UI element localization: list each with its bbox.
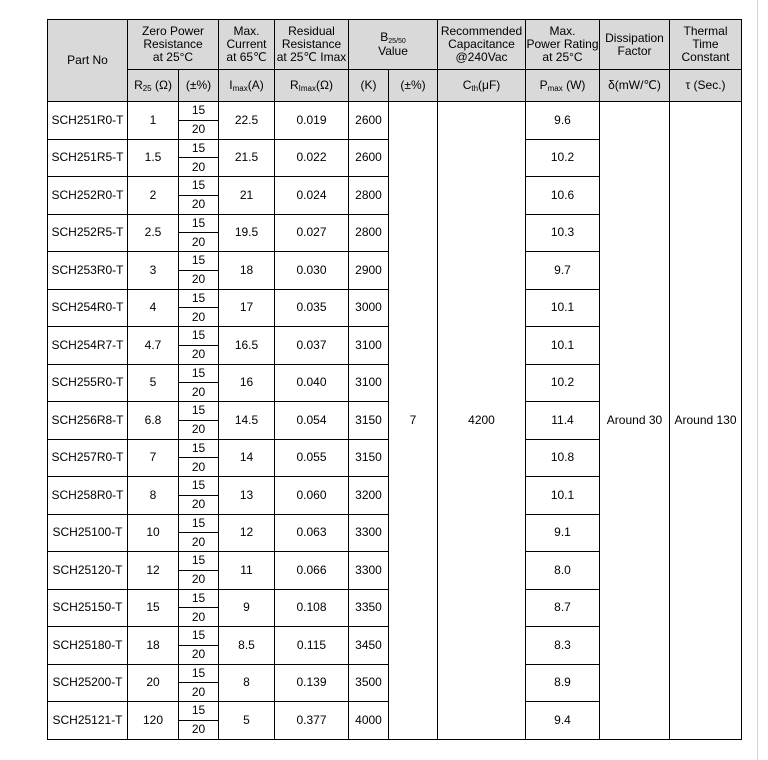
header-dissipation-factor [600, 20, 670, 70]
unit-r25 [128, 70, 179, 102]
r25-tolerance-cell: 15 [179, 364, 219, 383]
unit-tau: τ (Sec.) [670, 70, 742, 102]
b-value-cell: 3350 [349, 589, 389, 627]
rimax-cell: 0.027 [275, 214, 349, 252]
header-max-current [219, 20, 275, 70]
header-b-value [349, 20, 438, 70]
unit-symbol: I [229, 77, 233, 92]
r25-cell: 20 [128, 664, 179, 702]
r25-tolerance-cell: 15 [179, 627, 219, 646]
imax-cell: 14 [219, 439, 275, 477]
r25-cell: 7 [128, 439, 179, 477]
header-line: Max. [233, 24, 260, 38]
header-line: Power Rating [526, 37, 599, 51]
r25-tolerance-cell: 20 [179, 495, 219, 514]
imax-cell: 22.5 [219, 102, 275, 140]
unit-text: (Ω) [151, 77, 172, 92]
header-zero-power-resistance [128, 20, 219, 70]
part-no-cell: SCH255R0-T [48, 364, 128, 402]
r25-tolerance-cell: 20 [179, 458, 219, 477]
unit-symbol: R [134, 77, 143, 92]
r25-tolerance-cell: 15 [179, 214, 219, 233]
header-thermal-time-constant [670, 20, 742, 70]
unit-subscript: Imax [298, 83, 317, 93]
imax-cell: 11 [219, 552, 275, 590]
b-value-cell: 3300 [349, 552, 389, 590]
r25-cell: 4.7 [128, 327, 179, 365]
header-line: Residual [288, 24, 335, 38]
header-line [349, 31, 437, 45]
imax-cell: 8.5 [219, 627, 275, 665]
r25-tolerance-cell: 15 [179, 139, 219, 158]
b-value-cell: 3000 [349, 289, 389, 327]
unit-text: (Ω) [316, 77, 333, 92]
header-line: at 25℃ Imax [276, 50, 347, 64]
r25-cell: 2 [128, 177, 179, 215]
b-value-cell: 3200 [349, 477, 389, 515]
rimax-cell: 0.115 [275, 627, 349, 665]
pmax-cell: 10.2 [526, 139, 600, 177]
rimax-cell: 0.055 [275, 439, 349, 477]
r25-tolerance-cell: 15 [179, 439, 219, 458]
imax-cell: 5 [219, 702, 275, 740]
pmax-cell: 8.0 [526, 552, 600, 590]
r25-tolerance-cell: 20 [179, 420, 219, 439]
header-line: Time [692, 37, 719, 51]
r25-cell: 1.5 [128, 139, 179, 177]
unit-subscript: th [471, 83, 479, 93]
unit-text: (W) [562, 77, 586, 92]
unit-rimax [275, 70, 349, 102]
header-line: at 25°C [542, 50, 583, 64]
imax-cell: 13 [219, 477, 275, 515]
r25-tolerance-cell: 20 [179, 645, 219, 664]
imax-cell: 9 [219, 589, 275, 627]
header-line: Constant [681, 50, 730, 64]
dissipation-cell: Around 30 [600, 102, 670, 740]
r25-tolerance-cell: 15 [179, 702, 219, 721]
part-no-cell: SCH251R0-T [48, 102, 128, 140]
part-no-cell: SCH252R5-T [48, 214, 128, 252]
pmax-cell: 8.9 [526, 664, 600, 702]
b-value-cell: 2900 [349, 252, 389, 290]
imax-cell: 21 [219, 177, 275, 215]
table-header [48, 20, 742, 102]
part-no-cell: SCH25200-T [48, 664, 128, 702]
b-value-cell: 2800 [349, 214, 389, 252]
rimax-cell: 0.037 [275, 327, 349, 365]
pmax-cell: 10.3 [526, 214, 600, 252]
pmax-cell: 10.1 [526, 289, 600, 327]
r25-tolerance-cell: 20 [179, 683, 219, 702]
unit-b-kelvin: (K) [349, 70, 389, 102]
header-line: Max. [549, 24, 576, 38]
rimax-cell: 0.019 [275, 102, 349, 140]
pmax-cell: 9.6 [526, 102, 600, 140]
unit-symbol: C [462, 77, 472, 92]
imax-cell: 17 [219, 289, 275, 327]
r25-tolerance-cell: 15 [179, 327, 219, 346]
rimax-cell: 0.030 [275, 252, 349, 290]
part-no-cell: SCH251R5-T [48, 139, 128, 177]
header-line: Resistance [281, 37, 342, 51]
unit-subscript: max [547, 83, 563, 93]
part-no-cell: SCH254R7-T [48, 327, 128, 365]
part-no-cell: SCH252R0-T [48, 177, 128, 215]
pmax-cell: 11.4 [526, 402, 600, 440]
b-tolerance-cell: 7 [389, 102, 438, 740]
header-line: Factor [617, 43, 652, 58]
r25-tolerance-cell: 20 [179, 345, 219, 364]
unit-imax [219, 70, 275, 102]
r25-tolerance-cell: 15 [179, 402, 219, 421]
r25-tolerance-cell: 15 [179, 589, 219, 608]
r25-tolerance-cell: 20 [179, 233, 219, 252]
b-value-cell: 4000 [349, 702, 389, 740]
b-value-cell: 3300 [349, 514, 389, 552]
thermal-constant-cell: Around 130 [670, 102, 742, 740]
r25-tolerance-cell: 20 [179, 720, 219, 739]
header-line: @240Vac [455, 50, 508, 64]
part-no-cell: SCH254R0-T [48, 289, 128, 327]
unit-b-tolerance: (±%) [389, 70, 438, 102]
unit-text: (μF) [478, 77, 501, 92]
header-line: Current [226, 37, 267, 51]
pmax-cell: 10.8 [526, 439, 600, 477]
unit-subscript: 25 [142, 83, 152, 93]
part-no-cell: SCH256R8-T [48, 402, 128, 440]
part-no-cell: SCH257R0-T [48, 439, 128, 477]
rimax-cell: 0.040 [275, 364, 349, 402]
r25-cell: 18 [128, 627, 179, 665]
r25-tolerance-cell: 15 [179, 102, 219, 121]
rimax-cell: 0.108 [275, 589, 349, 627]
header-recommended-capacitance [438, 20, 526, 70]
b-value-cell: 3150 [349, 439, 389, 477]
rimax-cell: 0.139 [275, 664, 349, 702]
unit-subscript: max [232, 83, 248, 93]
b-value-cell: 3450 [349, 627, 389, 665]
header-line: Zero Power [141, 24, 205, 38]
r25-tolerance-cell: 15 [179, 177, 219, 196]
pmax-cell: 9.7 [526, 252, 600, 290]
header-line: Dissipation [605, 30, 664, 45]
b-value-cell: 2600 [349, 102, 389, 140]
imax-cell: 19.5 [219, 214, 275, 252]
part-no-cell: SCH25100-T [48, 514, 128, 552]
units-row [48, 70, 742, 102]
header-part-no-label: Part No [67, 53, 108, 67]
r25-tolerance-cell: 15 [179, 552, 219, 571]
pmax-cell: 8.3 [526, 627, 600, 665]
header-line: Value [378, 44, 408, 58]
b-value-cell: 3500 [349, 664, 389, 702]
header-line: Capacitance [448, 37, 515, 51]
table-body [48, 102, 742, 740]
rimax-cell: 0.035 [275, 289, 349, 327]
header-line: at 25°C [152, 50, 194, 64]
r25-tolerance-cell: 20 [179, 120, 219, 139]
pmax-cell: 8.7 [526, 589, 600, 627]
part-no-cell: SCH25180-T [48, 627, 128, 665]
imax-cell: 16 [219, 364, 275, 402]
r25-cell: 8 [128, 477, 179, 515]
part-no-cell: SCH253R0-T [48, 252, 128, 290]
r25-tolerance-cell: 15 [179, 664, 219, 683]
rimax-cell: 0.066 [275, 552, 349, 590]
r25-tolerance-cell: 20 [179, 533, 219, 552]
r25-tolerance-cell: 20 [179, 570, 219, 589]
r25-cell: 15 [128, 589, 179, 627]
header-max-power-rating [526, 20, 600, 70]
b-value-cell: 3100 [349, 327, 389, 365]
unit-pmax [526, 70, 600, 102]
r25-tolerance-cell: 20 [179, 270, 219, 289]
unit-cth [438, 70, 526, 102]
r25-cell: 4 [128, 289, 179, 327]
header-line: Resistance [143, 37, 203, 51]
r25-tolerance-cell: 15 [179, 252, 219, 271]
r25-tolerance-cell: 20 [179, 383, 219, 402]
rimax-cell: 0.024 [275, 177, 349, 215]
header-row [48, 20, 742, 70]
pmax-cell: 9.4 [526, 702, 600, 740]
pmax-cell: 10.1 [526, 327, 600, 365]
r25-tolerance-cell: 20 [179, 195, 219, 214]
header-line: Recommended [440, 24, 523, 38]
header-line: Thermal [683, 24, 728, 38]
imax-cell: 18 [219, 252, 275, 290]
b-value-cell: 3100 [349, 364, 389, 402]
b-value-cell: 2800 [349, 177, 389, 215]
r25-cell: 5 [128, 364, 179, 402]
page-edge [757, 0, 758, 760]
rimax-cell: 0.377 [275, 702, 349, 740]
b-value-cell: 2600 [349, 139, 389, 177]
r25-cell: 120 [128, 702, 179, 740]
r25-tolerance-cell: 15 [179, 477, 219, 496]
thermistor-spec-table [47, 19, 742, 740]
header-line: at 65℃ [226, 50, 267, 64]
r25-cell: 12 [128, 552, 179, 590]
table-row [48, 102, 742, 121]
r25-tolerance-cell: 15 [179, 514, 219, 533]
unit-text: (A) [247, 77, 264, 92]
imax-cell: 12 [219, 514, 275, 552]
part-no-cell: SCH25120-T [48, 552, 128, 590]
imax-cell: 16.5 [219, 327, 275, 365]
part-no-cell: SCH258R0-T [48, 477, 128, 515]
b-value-cell: 3150 [349, 402, 389, 440]
r25-cell: 2.5 [128, 214, 179, 252]
imax-cell: 21.5 [219, 139, 275, 177]
pmax-cell: 10.6 [526, 177, 600, 215]
part-no-cell: SCH25121-T [48, 702, 128, 740]
r25-tolerance-cell: 20 [179, 308, 219, 327]
r25-cell: 10 [128, 514, 179, 552]
r25-cell: 3 [128, 252, 179, 290]
b-subscript: 25/50 [388, 38, 406, 45]
rimax-cell: 0.063 [275, 514, 349, 552]
r25-tolerance-cell: 15 [179, 289, 219, 308]
capacitance-cell: 4200 [438, 102, 526, 740]
r25-cell: 6.8 [128, 402, 179, 440]
rimax-cell: 0.060 [275, 477, 349, 515]
imax-cell: 8 [219, 664, 275, 702]
unit-symbol: P [539, 77, 548, 92]
header-residual-resistance [275, 20, 349, 70]
pmax-cell: 10.2 [526, 364, 600, 402]
unit-symbol: R [290, 77, 299, 92]
r25-tolerance-cell: 20 [179, 608, 219, 627]
r25-tolerance-cell: 20 [179, 158, 219, 177]
unit-dissipation: δ(mW/℃) [600, 70, 670, 102]
unit-r25-tolerance: (±%) [179, 70, 219, 102]
imax-cell: 14.5 [219, 402, 275, 440]
r25-cell: 1 [128, 102, 179, 140]
b-symbol: B [380, 30, 389, 44]
rimax-cell: 0.022 [275, 139, 349, 177]
rimax-cell: 0.054 [275, 402, 349, 440]
pmax-cell: 9.1 [526, 514, 600, 552]
part-no-cell: SCH25150-T [48, 589, 128, 627]
header-part-no [48, 20, 128, 102]
pmax-cell: 10.1 [526, 477, 600, 515]
